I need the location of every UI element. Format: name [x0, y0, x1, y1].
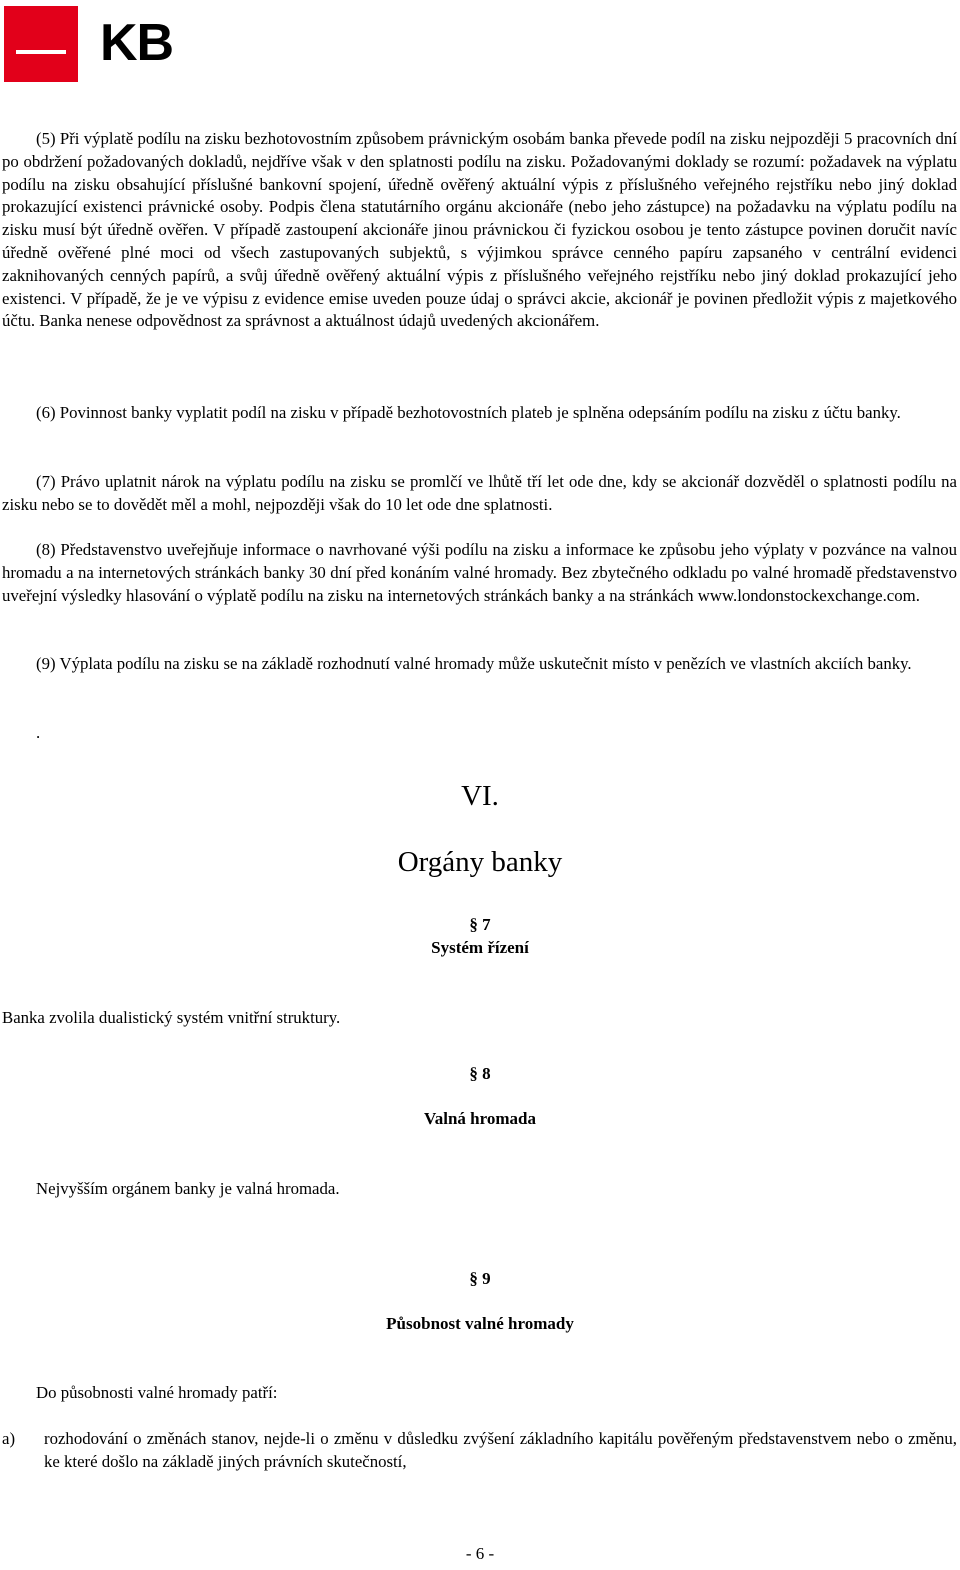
- paragraph-9: (9) Výplata podílu na zisku se na základě rozhodnutí valné hromady může uskutečnit místo v penězích ve vlastních akciích banky.: [36, 654, 912, 673]
- section-7-number: § 7: [469, 915, 491, 934]
- paragraph-6: (6) Povinnost banky vyplatit podíl na zisku v případě bezhotovostních plateb je splněna odepsáním podílu na zisku z účtu banky.: [36, 403, 901, 422]
- paragraph-8: (8) Představenstvo uveřejňuje informace o navrhované výši podílu na zisku a informace ke způsobu jeho výplaty v pozvánce na valnou hromadu a na internetových stránkách banky 30 dní před konáním valné hromady. Bez zbytečného odkladu po valné hromadě představenstvo uveřejní výsledky hlasování o výplatě podílu na zisku na internetových stránkách banky a na stránkách www.londonstockexchange.com.: [2, 540, 957, 605]
- section-8-number: § 8: [469, 1064, 491, 1083]
- section-8-title: Valná hromada: [424, 1109, 536, 1128]
- list-item-marker: a): [2, 1429, 16, 1448]
- stray-dot: .: [36, 723, 41, 742]
- kb-logo: [4, 6, 212, 84]
- page-number: - 6 -: [465, 1544, 495, 1563]
- list-item-text: rozhodování o změnách stanov, nejde-li o změnu v důsledku zvýšení základního kapitálu pověřeným představenstvem nebo o změnu, ke které došlo na základě jiných právních skutečností,: [44, 1429, 957, 1471]
- section-9-text: Do působnosti valné hromady patří:: [36, 1383, 278, 1402]
- part-title: Orgány banky: [397, 846, 563, 878]
- paragraph-5: (5) Při výplatě podílu na zisku bezhotovostním způsobem právnickým osobám banka převede podíl na zisku nejpozději 5 pracovních dní po obdržení požadovaných dokladů, nejdříve však v den splatnosti podílu na zisku. Požadovanými doklady se rozumí: požadavek na výplatu podílu na zisku obsahující příslušné bankovní spojení, úředně ověřený aktuální výpis z příslušného veřejného rejstříku nebo jiný doklad prokazující existenci právnické osoby. Podpis člena statutárního orgánu akcionáře (nebo jeho zástupce) na požadavku na výplatu podílu na zisku musí být úředně ověřen. V případě zastoupení akcionáře jinou právnickou či fyzickou osobou je tento zástupce povinen doručit navíc úředně ověřené plné moci od všech zastupovaných subjektů, s výjimkou správce cenného papíru zapsaného v centrální evidenci zaknihovaných cenných papírů, a svůj úředně ověřený aktuální výpis z příslušného veřejného rejstříku nebo jiný doklad prokazující jeho existenci. V případě, že je ve výpisu z evidence emise uveden pouze údaj o správci akcie, akcionář je povinen předložit výpis z majetkového účtu. Banka nenese odpovědnost za správnost a aktuálnost údajů uvedených akcionářem.: [2, 129, 957, 331]
- logo-red-square: [4, 6, 78, 82]
- section-8-text: Nejvyšším orgánem banky je valná hromada.: [36, 1179, 340, 1198]
- paragraph-7: (7) Právo uplatnit nárok na výplatu podílu na zisku se promlčí ve lhůtě tří let ode dne, kdy se akcionář dozvěděl o splatnosti podílu na zisku nebo se to dovědět měl a mohl, nejpozději však do 10 let ode dne splatnosti.: [2, 472, 957, 514]
- section-7-title: Systém řízení: [431, 938, 529, 957]
- section-9-number: § 9: [469, 1269, 491, 1288]
- part-number: VI.: [461, 780, 499, 812]
- section-9-title: Působnost valné hromady: [386, 1314, 574, 1333]
- logo-text: KB: [100, 14, 174, 72]
- logo-white-bar: [16, 50, 66, 54]
- section-7-text: Banka zvolila dualistický systém vnitřní struktury.: [2, 1008, 341, 1027]
